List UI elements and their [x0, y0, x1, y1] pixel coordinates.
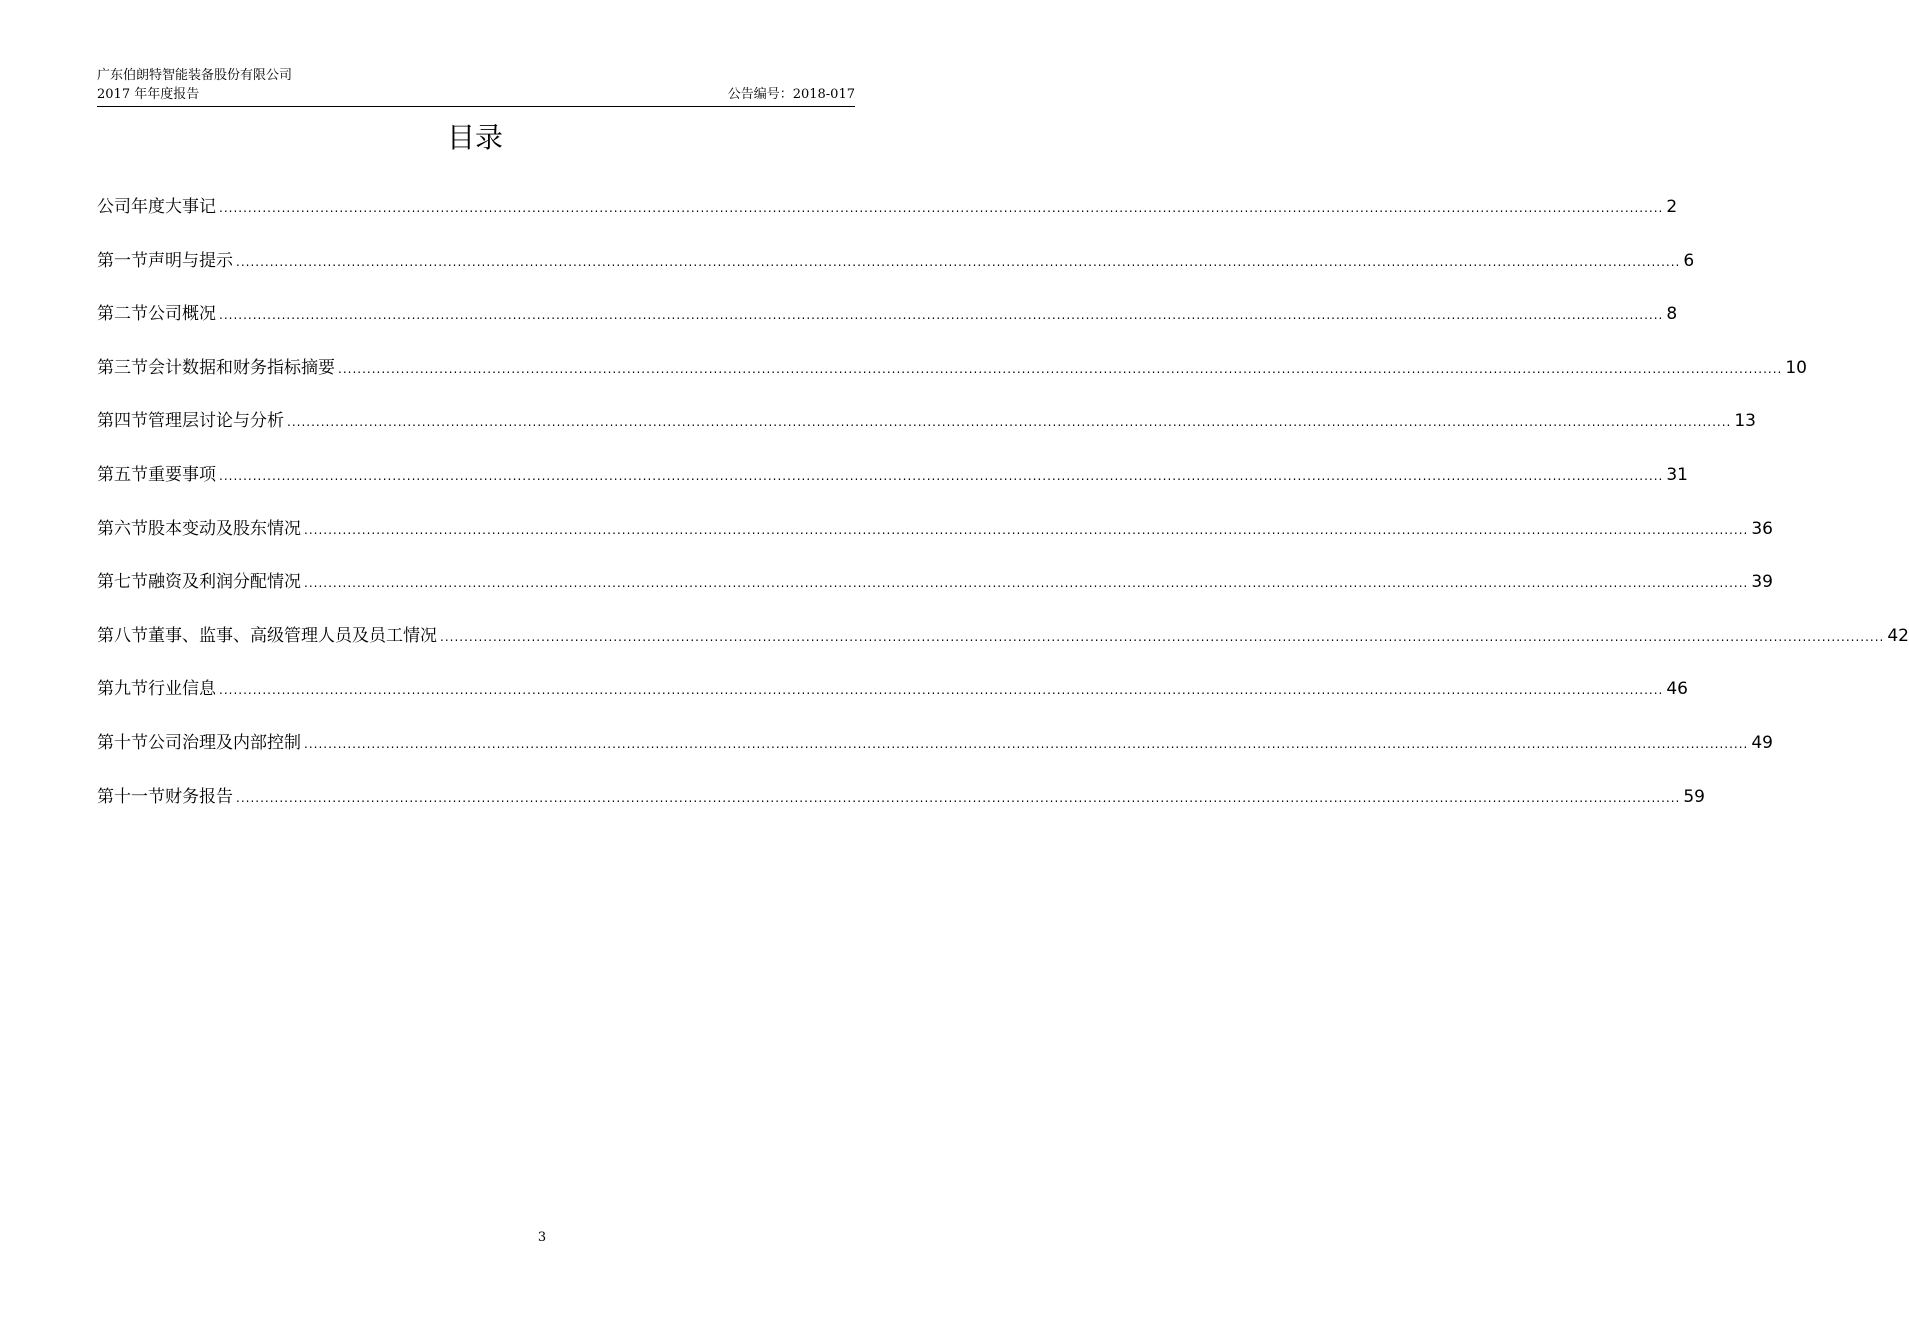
toc-entry-page: 2	[1666, 197, 1678, 217]
toc-entry-page: 8	[1666, 304, 1678, 325]
header-row	[97, 85, 855, 104]
toc-entry[interactable]	[97, 563, 1773, 617]
toc-entry-title: 会计数据和财务指标摘要	[148, 357, 335, 378]
toc-entry[interactable]	[97, 456, 1688, 510]
toc-entry[interactable]	[97, 670, 1688, 724]
toc-leader-dots: ............................................................................................................................................................................................................................................................................................................	[440, 629, 1885, 644]
toc-leader-dots: ............................................................................................................................................................................................................................................................................................................	[304, 736, 1749, 751]
toc-entry-page: 39	[1751, 572, 1773, 593]
toc-entry-title: 管理层讨论与分析	[148, 411, 284, 432]
toc-entry-page: 59	[1683, 786, 1705, 807]
toc-entry-section: 第七节	[97, 572, 148, 593]
toc-entry-page: 42	[1887, 625, 1909, 646]
toc-leader-dots: ............................................................................................................................................................................................................................................................................................................	[219, 201, 1664, 215]
toc-entry-section: 第十一节	[97, 786, 165, 807]
toc-leader-dots: ............................................................................................................................................................................................................................................................................................................	[219, 308, 1664, 323]
page-header	[97, 66, 855, 104]
toc-entry-page: 46	[1666, 679, 1688, 700]
toc-entry[interactable]	[97, 295, 1678, 349]
toc-leader-dots: ............................................................................................................................................................................................................................................................................................................	[287, 415, 1732, 430]
toc-leader-dots: ............................................................................................................................................................................................................................................................................................................	[236, 254, 1681, 269]
toc-entry-section: 第九节	[97, 679, 148, 700]
toc-entry-title: 公司年度大事记	[97, 197, 216, 217]
toc-entry-page: 13	[1734, 411, 1756, 432]
announcement-number: 公告编号：2018-017	[727, 87, 855, 102]
toc-entry-title: 公司概况	[148, 304, 216, 325]
toc-entry-section: 第八节	[97, 625, 148, 646]
toc-entry[interactable]	[97, 349, 1807, 403]
toc-entry[interactable]	[97, 617, 1909, 671]
page-number: 3	[537, 1230, 547, 1245]
toc-entry[interactable]	[97, 402, 1756, 456]
toc-entry-section: 第十节	[97, 732, 148, 753]
toc-entry-title: 董事、监事、高级管理人员及员工情况	[148, 625, 437, 646]
toc-entry-section: 第五节	[97, 464, 148, 485]
toc-entry-page: 10	[1785, 357, 1807, 378]
toc-entry[interactable]	[97, 510, 1773, 564]
toc-leader-dots: ............................................................................................................................................................................................................................................................................................................	[219, 683, 1664, 698]
toc-entry-section: 第三节	[97, 357, 148, 378]
toc-entry-page: 31	[1666, 464, 1688, 485]
toc-entry-title: 融资及利润分配情况	[148, 572, 301, 593]
toc-entry-section: 第二节	[97, 304, 148, 325]
toc-leader-dots: ............................................................................................................................................................................................................................................................................................................	[304, 576, 1749, 591]
toc-entry-section: 第六节	[97, 518, 148, 539]
toc-entry-title: 重要事项	[148, 464, 216, 485]
toc-entry[interactable]	[97, 778, 1705, 832]
toc-entry-title: 行业信息	[148, 679, 216, 700]
page-title: 目录	[446, 121, 503, 154]
toc-entry-section: 第一节	[97, 250, 148, 271]
toc-entry-title: 股本变动及股东情况	[148, 518, 301, 539]
toc-entry-page: 36	[1751, 518, 1773, 539]
toc-entry-page: 49	[1751, 732, 1773, 753]
report-title: 2017 年年度报告	[97, 87, 200, 102]
table-of-contents	[97, 188, 1909, 831]
toc-entry-page: 6	[1683, 250, 1695, 271]
toc-entry-title: 财务报告	[165, 786, 233, 807]
company-name: 广东伯朗特智能装备股份有限公司	[97, 68, 293, 83]
toc-leader-dots: ............................................................................................................................................................................................................................................................................................................	[304, 522, 1749, 537]
toc-entry[interactable]	[97, 724, 1773, 778]
toc-entry-title: 声明与提示	[148, 250, 233, 271]
toc-leader-dots: ............................................................................................................................................................................................................................................................................................................	[338, 361, 1783, 376]
toc-entry[interactable]	[97, 188, 1678, 242]
toc-entry[interactable]	[97, 242, 1695, 296]
header-divider	[97, 106, 855, 107]
toc-entry-title: 公司治理及内部控制	[148, 732, 301, 753]
toc-leader-dots: ............................................................................................................................................................................................................................................................................................................	[219, 468, 1664, 483]
toc-entry-section: 第四节	[97, 411, 148, 432]
toc-leader-dots: ............................................................................................................................................................................................................................................................................................................	[236, 790, 1681, 805]
